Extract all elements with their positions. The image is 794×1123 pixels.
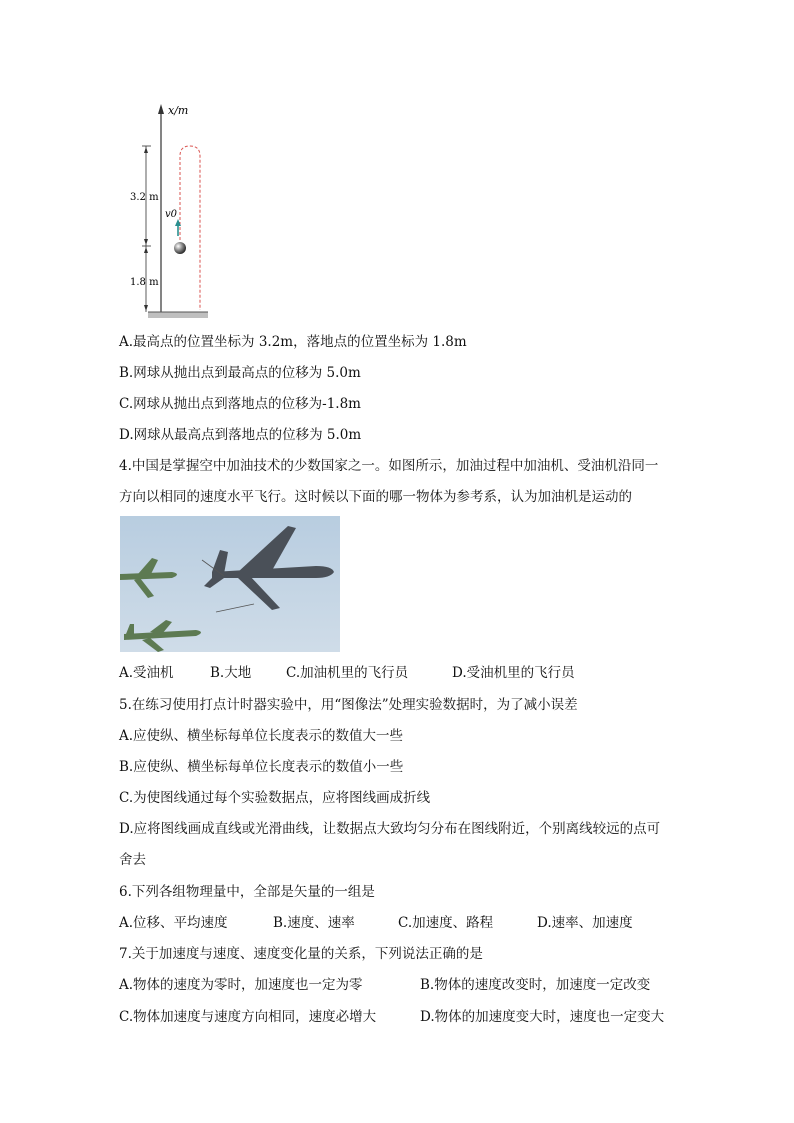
trajectory-path xyxy=(180,146,200,310)
q4-option-b: B.大地 xyxy=(210,665,252,681)
q7-option-b: B.物体的速度改变时，加速度一定改变 xyxy=(420,977,651,993)
lower-length-label: 1.8 m xyxy=(130,277,159,288)
q3-option-c: C.网球从抛出点到落地点的位移为-1.8m xyxy=(119,396,361,412)
q7-option-d: D.物体的加速度变大时，速度也一定变大 xyxy=(420,1009,665,1025)
x-axis-label: x/m xyxy=(168,104,189,117)
q4-option-a: A.受油机 xyxy=(119,665,174,681)
q5-stem: 5.在练习使用打点计时器实验中，用“图像法”处理实验数据时，为了减小误差 xyxy=(119,697,578,713)
q5-option-a: A.应使纵、横坐标每单位长度表示的数值大一些 xyxy=(119,728,404,744)
q5-option-d-line-2: 舍去 xyxy=(119,852,146,868)
q6-option-d: D.速率、加速度 xyxy=(537,915,633,931)
q6-option-a: A.位移、平均速度 xyxy=(119,915,228,931)
x-axis-arrow xyxy=(158,104,164,114)
q3-option-a: A.最高点的位置坐标为 3.2m，落地点的位置坐标为 1.8m xyxy=(119,334,467,350)
q7-stem: 7.关于加速度与速度、速度变化量的关系，下列说法正确的是 xyxy=(119,946,483,962)
upper-length-label: 3.2 m xyxy=(130,192,159,203)
tennis-ball xyxy=(174,242,186,254)
q5-option-d-line-1: D.应将图线画成直线或光滑曲线，让数据点大致均匀分布在图线附近，个别离线较远的点可 xyxy=(119,821,661,837)
q4-stem-line-2: 方向以相同的速度水平飞行。这时候以下面的哪一物体为参考系，认为加油机是运动的 xyxy=(119,489,632,505)
velocity-label: v0 xyxy=(165,209,178,220)
q6-stem: 6.下列各组物理量中，全部是矢量的一组是 xyxy=(119,884,375,900)
q3-option-b: B.网球从抛出点到最高点的位移为 5.0m xyxy=(119,365,361,381)
q7-option-a: A.物体的速度为零时，加速度也一定为零 xyxy=(119,977,363,993)
q4-option-c: C.加油机里的飞行员 xyxy=(286,665,409,681)
q4-option-d: D.受油机里的飞行员 xyxy=(452,665,575,681)
q4-stem-line-1: 4.中国是掌握空中加油技术的少数国家之一。如图所示，加油过程中加油机、受油机沿同一 xyxy=(119,458,659,474)
q7-option-c: C.物体加速度与速度方向相同，速度必增大 xyxy=(119,1009,377,1025)
aerial-refueling-photo xyxy=(120,516,340,652)
tennis-ball-diagram xyxy=(118,100,208,322)
q3-option-d: D.网球从最高点到落地点的位移为 5.0m xyxy=(119,427,362,443)
q5-option-c: C.为使图线通过每个实验数据点，应将图线画成折线 xyxy=(119,790,431,806)
q5-option-b: B.应使纵、横坐标每单位长度表示的数值小一些 xyxy=(119,759,404,775)
q6-option-b: B.速度、速率 xyxy=(273,915,355,931)
q6-option-c: C.加速度、路程 xyxy=(398,915,494,931)
ground xyxy=(148,312,208,318)
